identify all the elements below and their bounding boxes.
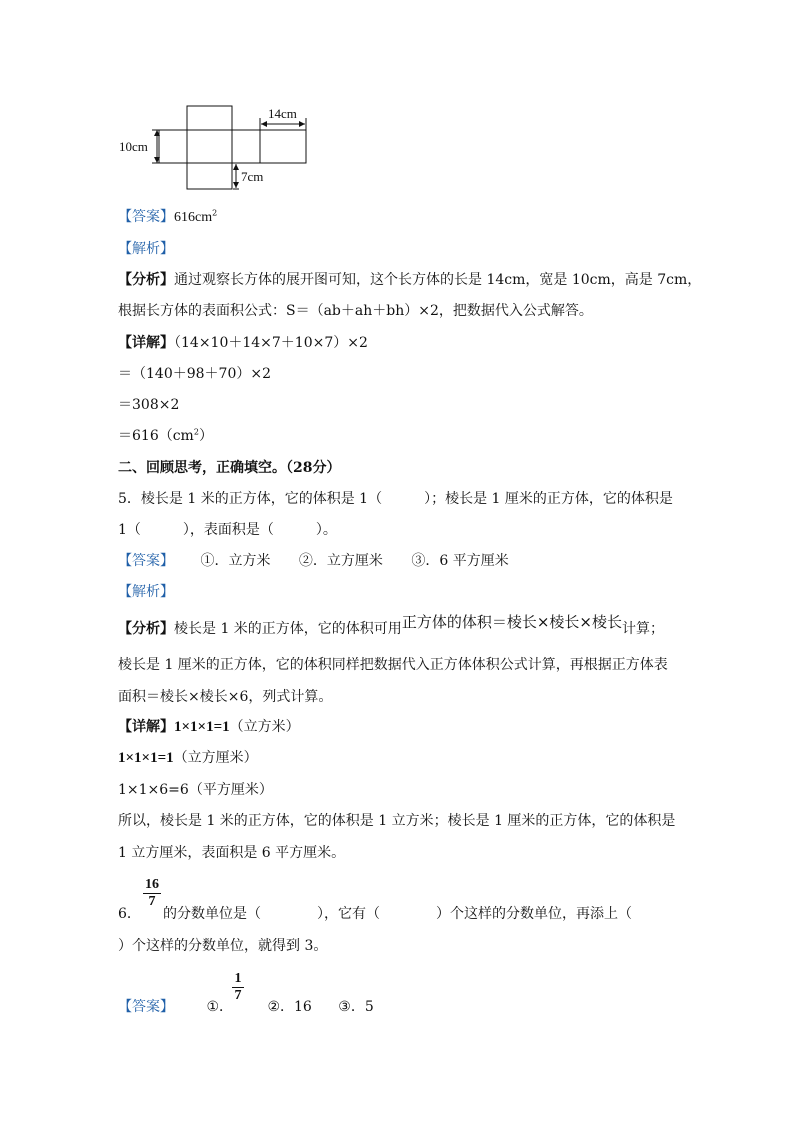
- net-face-back: [260, 130, 306, 163]
- fraction-numerator: 16: [145, 877, 159, 892]
- net-face-front: [187, 130, 232, 163]
- q5-fenxi-line1: [118, 613, 664, 638]
- fenxi-tag: 【分析】: [118, 621, 174, 637]
- xiangjie-tag: 【详解】: [118, 719, 174, 735]
- q4-xiangjie: [118, 332, 368, 352]
- answer-tag: 【答案】: [118, 553, 174, 569]
- answer-value: 616cm: [174, 210, 213, 225]
- q5-conclusion-2: 1 立方厘米，表面积是 6 平方厘米。: [118, 845, 346, 861]
- net-face-top: [187, 106, 232, 130]
- unit-1: （立方米）: [229, 719, 300, 735]
- q4-answer: [118, 206, 217, 226]
- fraction-denominator: 7: [148, 894, 156, 909]
- q5-answer: [118, 550, 509, 570]
- xiangjie-tag: 【详解】: [118, 335, 174, 351]
- label-10cm: 10cm: [119, 139, 148, 154]
- answer-sup: 2: [212, 208, 218, 218]
- unit-2: （立方厘米）: [173, 750, 258, 766]
- fenxi-tag: 【分析】: [118, 272, 174, 288]
- q4-step-3: ＝308×2: [118, 397, 180, 413]
- fenxi-text-1: 通过观察长方体的展开图可知，这个长方体的长是 14cm，宽是 10cm，高是 7cm，: [174, 272, 702, 288]
- calc-2: 1×1×1=1: [118, 750, 174, 766]
- q5-xiangjie-2: [118, 747, 258, 767]
- q5-xiangjie-1: [118, 716, 300, 736]
- q5-fenxi-line2: 棱长是 1 厘米的正方体，它的体积同样把数据代入正方体体积公式计算，再根据正方体表: [118, 657, 668, 673]
- q4-fenxi-line2: 根据长方体的表面积公式：S＝（ab＋ah＋bh）×2，把数据代入公式解答。: [118, 303, 593, 319]
- label-14cm: 14cm: [268, 106, 297, 121]
- q6-answer: [118, 996, 374, 1016]
- q6-fraction: [143, 878, 161, 909]
- q6-answer-fraction: [232, 972, 244, 1003]
- answer-1-prefix: ①．: [206, 999, 234, 1015]
- q5-conclusion-1: 所以，棱长是 1 米的正方体，它的体积是 1 立方米；棱长是 1 厘米的正方体，它的体积是: [118, 813, 676, 829]
- fraction-numerator: 1: [234, 971, 242, 986]
- answer-tag: 【答案】: [118, 999, 174, 1015]
- q5-analysis-tag: 【解析】: [118, 584, 174, 600]
- q6-line2: ）个这样的分数单位，就得到 3。: [118, 938, 328, 954]
- q4-step-4: [118, 425, 213, 445]
- label-7cm: 7cm: [241, 169, 264, 184]
- net-face-right: [232, 130, 260, 163]
- step-4-sup: 2: [193, 427, 199, 437]
- q4-analysis-tag: 【解析】: [118, 241, 174, 257]
- calc-1: 1×1×1=1: [174, 719, 230, 735]
- answer-2: ②．立方厘米: [298, 553, 383, 569]
- answer-2: ②．16: [267, 999, 312, 1015]
- answer-3: ③．6 平方厘米: [411, 553, 509, 569]
- fraction-denominator: 7: [234, 988, 242, 1003]
- net-face-left: [159, 130, 187, 163]
- q6-line1: 的分数单位是（ ），它有（ ）个这样的分数单位，再添上（: [163, 906, 632, 922]
- q6-number: 6．: [118, 906, 141, 922]
- q4-step-2: ＝（140＋98＋70）×2: [118, 366, 271, 382]
- cube-volume-formula: 正方体的体积＝棱长×棱长×棱长: [401, 613, 622, 631]
- q5-fenxi-line3: 面积＝棱长×棱长×6，列式计算。: [118, 689, 333, 705]
- q5-line1: 5．棱长是 1 米的正方体，它的体积是 1（ ）；棱长是 1 厘米的正方体，它的体积是: [118, 491, 673, 507]
- answer-1: ①．立方米: [200, 553, 271, 569]
- answer-tag: 【答案】: [118, 209, 174, 225]
- fenxi-text-1a: 棱长是 1 米的正方体，它的体积可用: [174, 621, 402, 637]
- q4-fenxi-line1: [118, 269, 701, 289]
- answer-3: ③．5: [338, 999, 374, 1015]
- step-4-text: ＝616（cm: [118, 428, 194, 444]
- step-4-close: ）: [198, 428, 213, 444]
- fenxi-text-1b: 计算；: [621, 621, 664, 637]
- net-face-bottom: [187, 163, 232, 189]
- section-2-title: 二、回顾思考，正确填空。（28分）: [118, 460, 341, 476]
- step-1: （14×10＋14×7＋10×7）×2: [174, 335, 368, 351]
- q5-xiangjie-3: 1×1×6=6（平方厘米）: [118, 782, 273, 798]
- q5-line2: 1（ ），表面积是（ ）。: [118, 522, 337, 538]
